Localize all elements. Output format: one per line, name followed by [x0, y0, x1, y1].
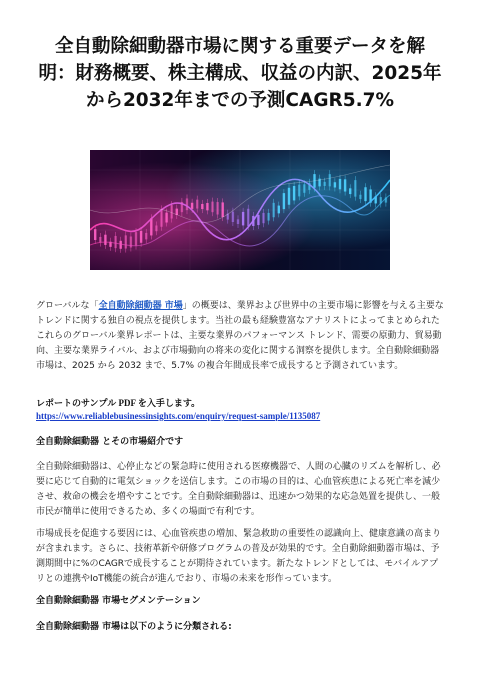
candle-body — [232, 212, 234, 222]
candle-body — [329, 174, 331, 186]
candle-body — [201, 204, 203, 209]
candle-body — [145, 233, 147, 239]
candle-body — [186, 198, 188, 210]
candle-body — [135, 232, 137, 245]
candle-body — [242, 212, 244, 226]
intro-paragraph — [36, 299, 446, 374]
candle-body — [99, 237, 101, 243]
candle-body — [150, 218, 152, 235]
section-segmentation-heading: 全自動除細動器 市場セグメンテーション — [36, 596, 201, 606]
candle-body — [283, 193, 285, 209]
candle-body — [303, 184, 305, 193]
candle-body — [211, 202, 213, 213]
candle-body — [191, 203, 193, 209]
candle-body — [273, 203, 275, 217]
candle-body — [94, 229, 96, 240]
candle-body — [267, 213, 269, 221]
candle-body — [293, 186, 295, 200]
candle-body — [354, 180, 356, 197]
sample-request-link[interactable]: https://www.reliablebusinessinsights.com/enquiry/request-sample/1135087 — [36, 411, 321, 421]
candle-body — [359, 195, 361, 199]
candle-body — [324, 182, 326, 186]
intro-prefix: グローバルな「 — [36, 301, 99, 311]
candle-body — [176, 209, 178, 215]
candle-body — [104, 235, 106, 245]
title-line-2: 明：財務概要、株主構成、収益の内訳、2025年 — [38, 63, 442, 84]
candle-body — [344, 179, 346, 191]
candle-body — [114, 236, 116, 248]
intro-body: 」の概要は、業界および世界中の主要市場に影響を与える主要なトレンドに関する独自の視点を提供します。当社の最も経験豊富なアナリストによってまとめられたこれらのグローバル業界レポートは、主要な業界のパフォーマンス トレンド、需要の原動力、貿易動向、主要な業界ライバル、および市場動向の将来の変化に関する洞察を提供します。全自動除細動器 市場は、2025 から 2032 まで、5.7% の複合年間成長率で成長すると予測されています。 — [36, 301, 444, 371]
section-intro-paragraph-1: 全自動除細動器は、心停止などの緊急時に使用される医療機器で、人間の心臓のリズムを解析し、必要に応じて自動的に電気ショックを送信します。この市場の目的は、心血管疾患による死亡率を減少させ、救命の機会を増やすことです。全自動除細動器は、迅速かつ効果的な応急処置を提供し、一般市民が簡単に使用できるため、多くの場面で有利です。 — [36, 462, 441, 517]
market-link[interactable]: 全自動除細動器 市場 — [98, 301, 183, 311]
candle-body — [171, 205, 173, 218]
candle-body — [216, 202, 218, 214]
candle-body — [165, 213, 167, 223]
candle-body — [247, 209, 249, 226]
candle-body — [206, 203, 208, 210]
section-intro-paragraph-2: 市場成長を促進する要因には、心血管疾患の増加、緊急救助の重要性の認識向上、健康意識の高まりが含まれます。さらに、技術革新や研修プログラムの普及が効果的です。全自動除細動器市場は、予測期間中に%のCAGRで成長することが期待されています。新たなトレンドとしては、モバイルアプリとの連携やIoT機能の統合が進んでおり、市場の未来を形作っています。 — [36, 529, 442, 584]
candle-body — [155, 225, 157, 231]
candle-body — [222, 202, 224, 217]
candle-body — [140, 231, 142, 243]
candle-body — [196, 200, 198, 209]
candle-body — [262, 213, 264, 223]
candle-body — [349, 188, 351, 194]
candle-body — [339, 179, 341, 189]
sample-pdf-heading: レポートのサンプル PDF を入手します。 — [36, 398, 201, 408]
title-line-1: 全自動除細動器市場に関する重要データを解 — [54, 36, 425, 57]
candle-body — [278, 206, 280, 214]
candle-body — [288, 188, 290, 205]
candle-body — [160, 209, 162, 226]
section-classification-heading: 全自動除細動器 市場は以下のように分類される: — [36, 622, 232, 632]
stock-market-chart-image — [90, 150, 390, 270]
section-intro-heading: 全自動除細動器 とその市場紹介です — [36, 437, 184, 447]
candle-body — [364, 187, 366, 201]
candle-body — [125, 235, 127, 248]
title-line-3: から2032年までの予測CAGR5.7% — [85, 90, 395, 111]
chart-artwork — [90, 150, 390, 270]
candle-body — [237, 219, 239, 224]
candle-body — [298, 185, 300, 197]
candle-body — [257, 215, 259, 225]
candle-body — [120, 241, 122, 249]
page-title — [24, 33, 456, 114]
candle-body — [334, 182, 336, 187]
